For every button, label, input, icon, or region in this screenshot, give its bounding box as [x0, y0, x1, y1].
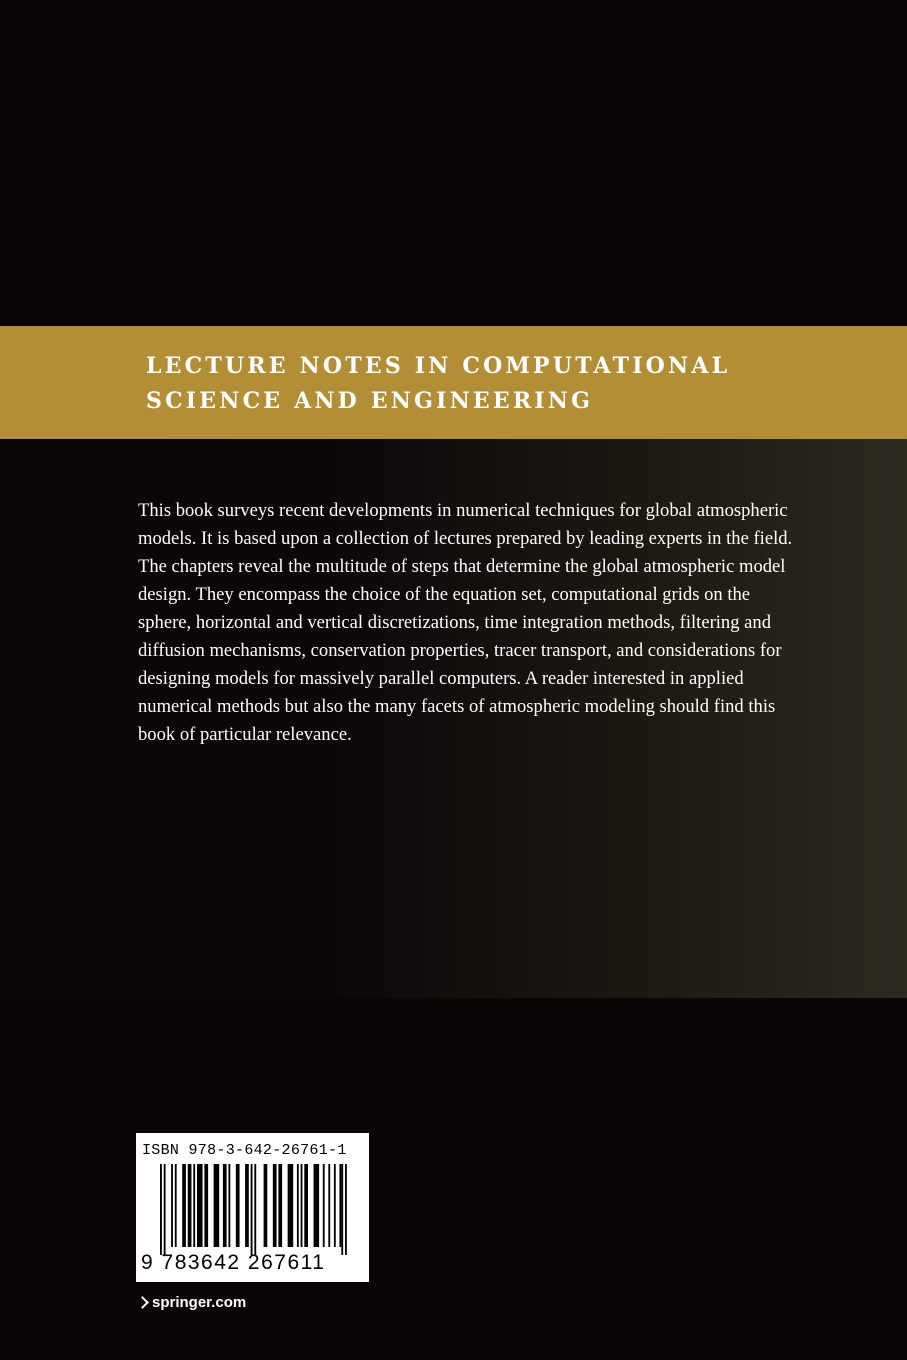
isbn-label: ISBN 978-3-642-26761-1	[142, 1142, 347, 1159]
series-title	[146, 349, 866, 419]
barcode-bar	[197, 1164, 203, 1247]
barcode-bar	[214, 1164, 220, 1247]
barcode-bar	[301, 1164, 303, 1247]
barcode-bar	[171, 1164, 173, 1247]
barcode-bar	[273, 1164, 277, 1247]
barcode-bar	[245, 1164, 249, 1247]
book-description: This book surveys recent developments in numerical techniques for global atmospheric models. It is based upon a collection of lectures prepared by leading experts in the field. The chapters reveal the multitude of steps that determine the global atmospheric model design. They encompass the choice of the equation set, computational grids on the sphere, horizontal and vertical discretizations, time integration methods, filtering and diffusion mechanisms, conservation properties, tracer transport, and considerations for designing models for massively parallel computers. A reader interested in applied numerical methods but also the many facets of atmospheric modeling should find this book of particular relevance.	[138, 500, 793, 745]
barcode-bar	[182, 1164, 186, 1247]
ean-digits: 9 783642 267611	[141, 1251, 326, 1274]
publisher-link[interactable]	[138, 1294, 246, 1311]
barcode-bar	[204, 1164, 208, 1247]
chevron-right-icon	[136, 1296, 149, 1309]
barcode-bar	[236, 1164, 240, 1247]
barcode-bar	[251, 1164, 253, 1255]
barcode-bar	[223, 1164, 227, 1247]
barcode-bar	[314, 1164, 320, 1247]
publisher-url: springer.com	[152, 1294, 247, 1311]
barcode-bar	[304, 1164, 308, 1247]
barcode-bar	[345, 1164, 347, 1255]
barcode-bar	[334, 1164, 336, 1247]
barcode-bar	[175, 1164, 177, 1247]
barcode-bar	[264, 1164, 268, 1247]
barcode-bar	[297, 1164, 299, 1247]
series-title-line-2: SCIENCE AND ENGINEERING	[146, 388, 594, 414]
barcode-bar	[254, 1164, 256, 1255]
barcode-bar	[188, 1164, 192, 1247]
barcode-bar	[228, 1164, 230, 1247]
barcode-bar	[288, 1164, 294, 1247]
series-title-line-1: LECTURE NOTES IN COMPUTATIONAL	[146, 353, 731, 379]
barcode-bar	[341, 1164, 343, 1255]
barcode-bar	[323, 1164, 325, 1247]
isbn-barcode	[136, 1133, 369, 1282]
barcode-bar	[193, 1164, 195, 1247]
barcode-bar	[164, 1164, 166, 1255]
barcode-bar	[339, 1164, 341, 1247]
barcode-bar	[328, 1164, 330, 1247]
barcode-bar	[160, 1164, 162, 1255]
barcode-bar	[278, 1164, 282, 1247]
